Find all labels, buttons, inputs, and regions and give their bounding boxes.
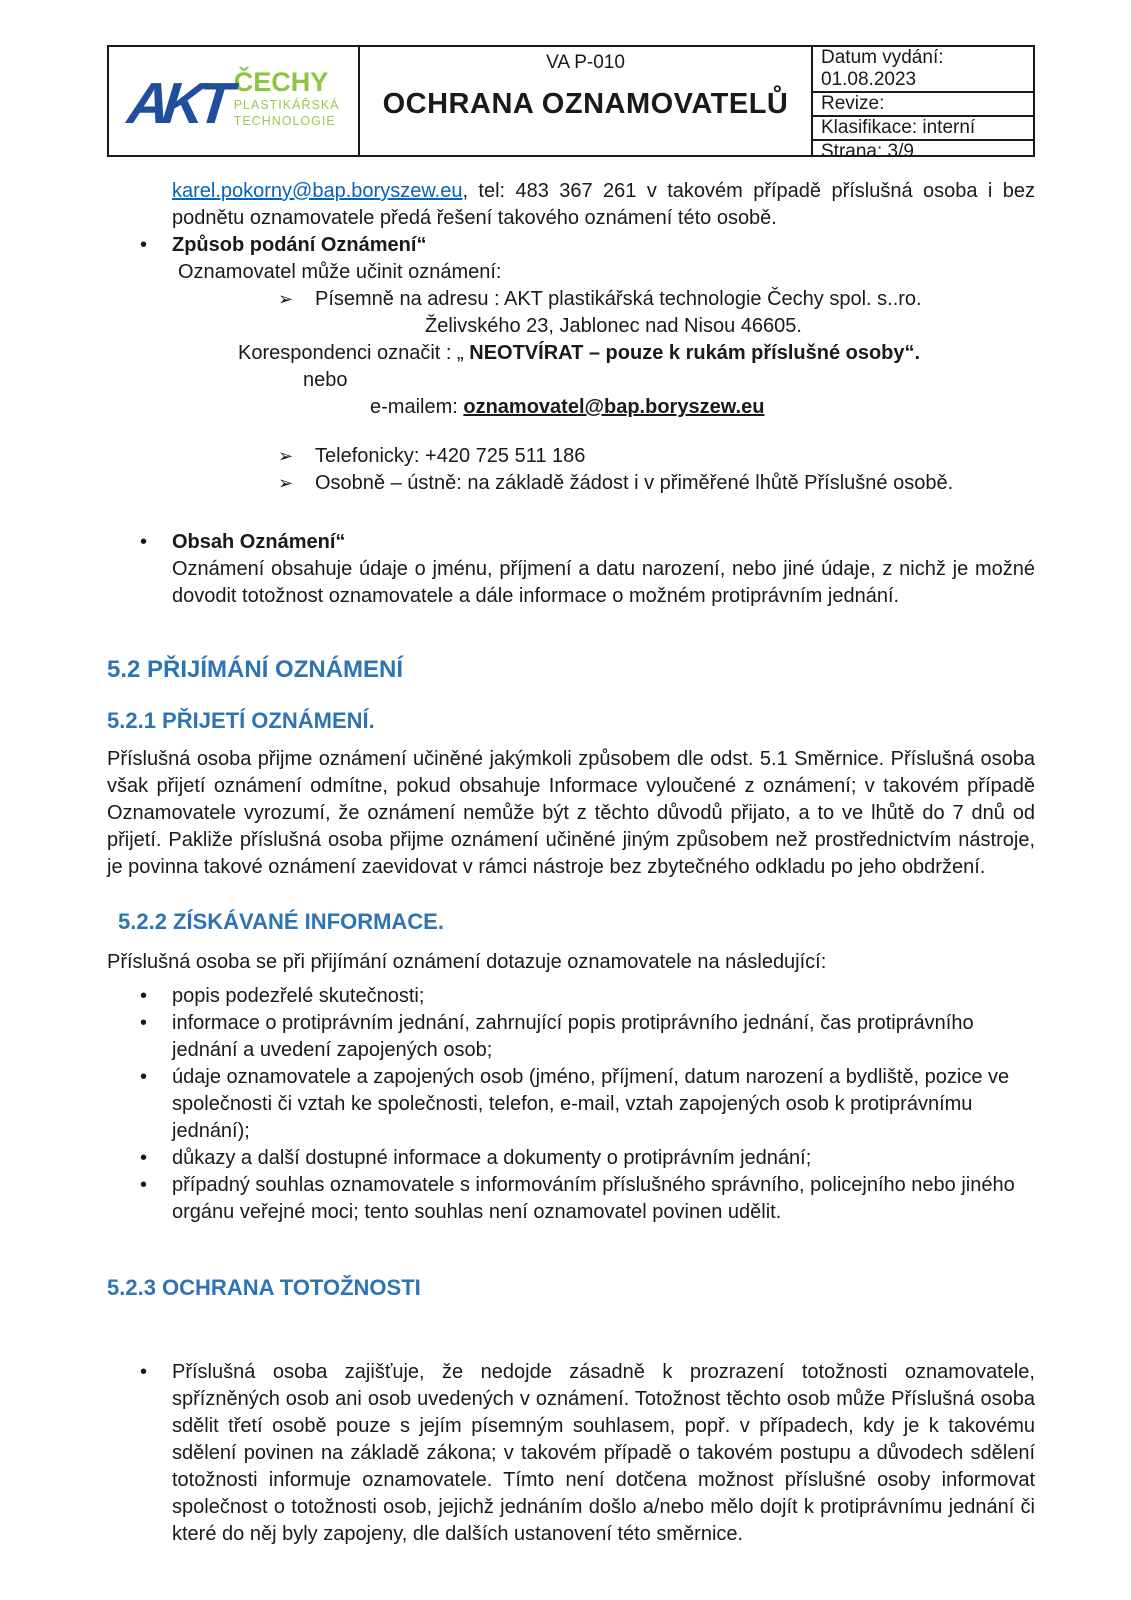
- bullet-icon: •: [140, 985, 148, 1007]
- section-5-2-1-body: Příslušná osoba přijme oznámení učiněné jakýmkoli způsobem dle odst. 5.1 Směrnice. Příslušná osoba však přijetí oznámení odmítne, pokud obsahuje Informace vyloučené z oznámení; v takovém případě Oznamovatele vyrozumí, že oznámení nemůže být z těchto důvodů přijato, a to ve lhůtě do 7 dnů od přijetí. Pakliže příslušná osoba přijme oznámení učiněné jiným způsobem než prostřednictvím nástroje, je povinna takové oznámení zaevidovat v rámci nástroje bez zbytečného odkladu po jeho obdržení.: [107, 748, 1035, 878]
- list-item-text: případný souhlas oznamovatele s informováním příslušného správního, policejního nebo jiného orgánu veřejné moci; tento souhlas není oznamovatel povinen udělit.: [172, 1174, 1015, 1223]
- logo-subtitle-line1: PLASTIKÁŘSKÁ: [233, 98, 340, 112]
- contact-email-link[interactable]: karel.pokorny@bap.boryszew.eu: [172, 180, 463, 202]
- meta-revision: Revize:: [813, 93, 1033, 117]
- meta-classification: Klasifikace: interní: [813, 117, 1033, 141]
- list-item: [107, 1172, 1035, 1226]
- section-heading-5-2-3: 5.2.3 OCHRANA TOTOŽNOSTI: [107, 1275, 421, 1300]
- list-item-text: informace o protiprávním jednání, zahrnující popis protiprávního jednání, čas protiprávního jednání a uvedení zapojených osob;: [172, 1012, 974, 1061]
- meta-page-number: Strana: 3/9: [821, 141, 914, 162]
- whistleblower-email-link[interactable]: oznamovatel@bap.boryszew.eu: [463, 396, 765, 418]
- list-item: [107, 1010, 1035, 1064]
- bullet-icon: •: [140, 531, 148, 553]
- list-item-text: popis podezřelé skutečnosti;: [172, 985, 425, 1007]
- section-5-2-3-bullet: [107, 1359, 1035, 1548]
- company-logo: [124, 67, 340, 136]
- list-item-telefonicky: [107, 443, 1035, 470]
- intro-paragraph: [107, 178, 1035, 232]
- arrow-bullet-icon: ➢: [278, 473, 294, 493]
- logo-cell: [109, 47, 360, 155]
- pisemne-text: Písemně na adresu : AKT plastikářská technologie Čechy spol. s..ro.: [315, 288, 922, 310]
- email-prefix: e-mailem:: [370, 396, 464, 418]
- section-heading-5-2-2: 5.2.2 ZÍSKÁVANÉ INFORMACE.: [118, 909, 444, 934]
- list-item-text: údaje oznamovatele a zapojených osob (jméno, příjmení, datum narození a bydliště, pozice ve společnosti či vztah ke společnosti, telefon, e-mail, vztah zapojených osob k protiprávnímu jednání);: [172, 1066, 1010, 1142]
- address-line: Želivského 23, Jablonec nad Nisou 46605.: [425, 315, 802, 337]
- zpusob-subtitle: Oznamovatel může učinit oznámení:: [178, 261, 502, 283]
- document-code: VA P-010: [546, 52, 625, 73]
- logo-wordmark: AKT: [124, 71, 230, 136]
- obsah-title: Obsah Oznámení“: [172, 531, 346, 553]
- list-item-text: důkazy a další dostupné informace a dokumenty o protiprávním jednání;: [172, 1147, 812, 1169]
- bullet-icon: •: [140, 1147, 148, 1169]
- bullet-icon: •: [140, 1066, 148, 1088]
- bullet-icon: •: [140, 234, 148, 256]
- meta-issue-date: Datum vydání: 01.08.2023: [813, 47, 1033, 93]
- logo-region-label: ČECHY: [233, 67, 329, 97]
- section-5-2-2-intro: Příslušná osoba se při přijímání oznámení dotazuje oznamovatele na následující:: [107, 951, 827, 973]
- intro-paragraph-text: , tel: 483 367 261 v takovém případě příslušná osoba i bez podnětu oznamovatele předá řešení takového oznámení této osobě.: [172, 180, 1035, 229]
- bullet-icon: •: [140, 1174, 148, 1196]
- list-item-osobne: [107, 470, 1035, 497]
- zpusob-title: Způsob podání Oznámení“: [172, 234, 427, 256]
- obsah-body: Oznámení obsahuje údaje o jménu, příjmení a datu narození, nebo jiné údaje, z nichž je možné dovodit totožnost oznamovatele a dále informace o možném protiprávním jednání.: [172, 558, 1035, 607]
- telefonicky-text: Telefonicky: +420 725 511 186: [315, 445, 586, 467]
- bullet-icon: •: [140, 1361, 148, 1383]
- list-item-obsah-oznameni: [107, 529, 1035, 556]
- arrow-bullet-icon: ➢: [278, 446, 294, 466]
- section-5-2-3-body: Příslušná osoba zajišťuje, že nedojde zásadně k prozrazení totožnosti oznamovatele, spřízněných osob ani osob uvedených v oznámení. Totožnost těchto osob může Příslušná osoba sdělit třetí osobě pouze s jejím písemným souhlasem, popř. v případech, kdy je k takovému sdělení povinen na základě zákona; v takovém případě o takovém postupu a důvodech sdělení totožnosti informuje oznamovatele. Tímto není dotčena možnost příslušné osoby informovat společnost o totožnosti osob, jejichž jednáním došlo a/nebo mělo dojít k protiprávnímu jednání či které do něj byly zapojeny, dle dalších ustanovení této směrnice.: [172, 1361, 1035, 1545]
- title-cell: [360, 47, 811, 155]
- meta-cell: [811, 47, 1033, 162]
- section-5-2-2-list: [107, 983, 1035, 1226]
- document-title: OCHRANA OZNAMOVATELŮ: [382, 88, 789, 120]
- korespondence-bold-text: NEOTVÍRAT – pouze k rukám příslušné osoby“.: [469, 342, 921, 364]
- korespondence-prefix: Korespondenci označit : „: [238, 342, 470, 364]
- logo-subtitle-line2: TECHNOLOGIE: [233, 113, 336, 128]
- section-heading-5-2: 5.2 PŘIJÍMÁNÍ OZNÁMENÍ: [107, 656, 404, 683]
- list-item: [107, 983, 1035, 1010]
- list-item: [107, 1145, 1035, 1172]
- nebo-line: nebo: [303, 369, 348, 391]
- logo-text-block: [234, 69, 340, 127]
- list-item: [107, 1064, 1035, 1145]
- osobne-text: Osobně – ústně: na základě žádost i v přiměřené lhůtě Příslušné osobě.: [315, 472, 954, 494]
- email-line: [107, 394, 1035, 421]
- korespondence-line: [107, 340, 1035, 367]
- list-item-pisemne: [107, 286, 1035, 313]
- document-header-table: [107, 45, 1035, 162]
- section-heading-5-2-1: 5.2.1 PŘIJETÍ OZNÁMENÍ.: [107, 708, 375, 733]
- list-item-zpusob-podani: [107, 232, 1035, 259]
- bullet-icon: •: [140, 1012, 148, 1034]
- arrow-bullet-icon: ➢: [278, 289, 294, 309]
